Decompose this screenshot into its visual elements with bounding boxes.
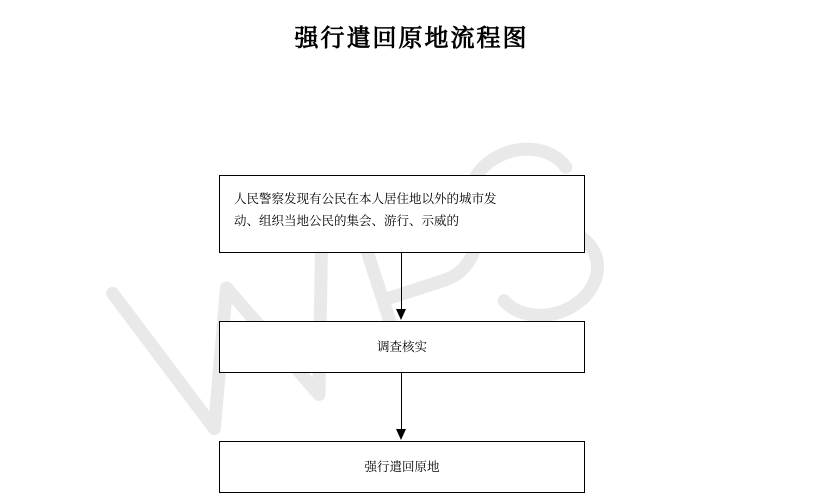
connector-line [401, 253, 402, 311]
page-title: 强行遣回原地流程图 [294, 24, 529, 52]
flowchart [219, 175, 585, 493]
flow-node-condition [219, 175, 585, 253]
flow-node-condition-line-1: 人民警察发现有公民在本人居住地以外的城市发 [234, 192, 497, 206]
arrow-down-icon [396, 309, 406, 320]
flow-node-result-label: 强行遣回原地 [364, 460, 440, 474]
flow-node-condition-line-2: 动、组织当地公民的集会、游行、示威的 [234, 214, 460, 228]
flow-node-investigate [219, 321, 585, 373]
flow-connector-2 [219, 373, 585, 441]
flow-connector-1 [219, 253, 585, 321]
arrow-down-icon [396, 429, 406, 440]
connector-line [401, 373, 402, 431]
flow-node-result [219, 441, 585, 493]
flow-node-investigate-label: 调查核实 [376, 340, 427, 354]
